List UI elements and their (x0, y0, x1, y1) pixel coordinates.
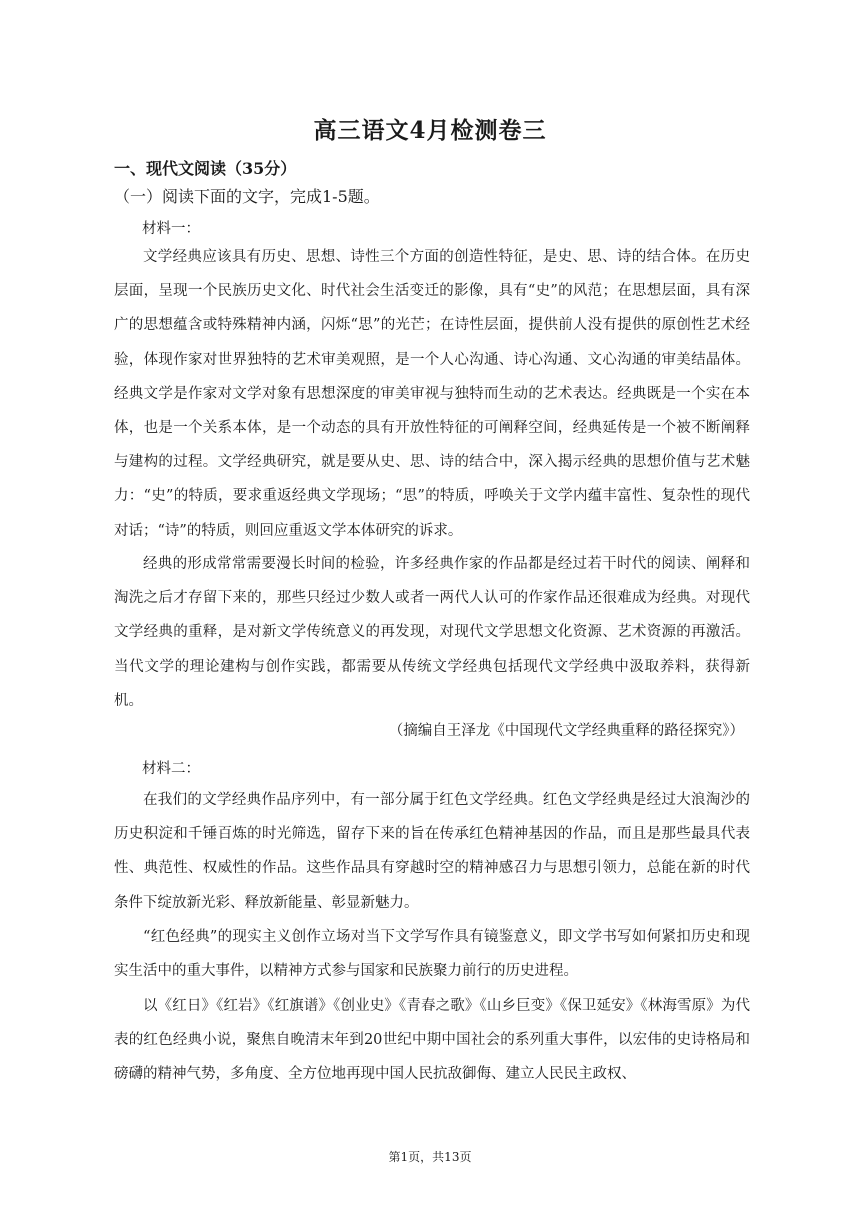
document-title: 高三语文4月检测卷三 (313, 117, 547, 144)
material-one-label: 材料一： (142, 221, 200, 237)
material-one-paragraph: 文学经典应该具有历史、思想、诗性三个方面的创造性特征，是史、思、诗的结合体。在历史层面，呈现一个民族历史文化、时代社会生活变迁的影像，具有“史”的风范；在思想层面，具有深广的思想蕴含或特殊精神内涵，闪烁“思”的光芒；在诗性层面，提供前人没有提供的原创性艺术经验，体现作家对世界独特的艺术审美观照，是一个人心沟通、诗心沟通、文心沟通的审美结晶体。经典文学是作家对文学对象有思想深度的审美审视与独特而生动的艺术表达。经典既是一个实在本体，也是一个关系本体，是一个动态的具有开放性特征的可阐释空间，经典延传是一个被不断阐释与建构的过程。文学经典研究，就是要从史、思、诗的结合中，深入揭示经典的思想价值与艺术魅力：“史”的特质，要求重返经典文学现场；“思”的特质，呼唤关于文学内蕴丰富性、复杂性的现代对话；“诗”的特质，则回应重返文学本体研究的诉求。 (114, 249, 750, 539)
material-two-paragraph: “红色经典”的现实主义创作立场对当下文学写作具有镜鉴意义，即文学书写如何紧扣历史和现实生活中的重大事件，以精神方式参与国家和民族聚力前行的历史进程。 (114, 929, 750, 980)
material-two-paragraph: 以《红日》《红岩》《红旗谱》《创业史》《青春之歌》《山乡巨变》《保卫延安》《林海雪原》为代表的红色经典小说，聚焦自晚清末年到20世纪中期中国社会的系列重大事件，以宏伟的史诗格局和磅礴的精神气势，多角度、全方位地再现中国人民抗敌御侮、建立人民民主政权、 (114, 998, 750, 1083)
material-two-label: 材料二： (142, 761, 200, 777)
section-heading: 一、现代文阅读（35分） (114, 159, 297, 178)
source-citation: （摘编自王泽龙《中国现代文学经典重释的路径探究》） (388, 723, 744, 739)
material-two-paragraph: 在我们的文学经典作品序列中，有一部分属于红色文学经典。红色文学经典是经过大浪淘沙的历史积淀和千锤百炼的时光筛选，留存下来的旨在传承红色精神基因的作品，而且是那些最具代表性、典范性、权威性的作品。这些作品具有穿越时空的精神感召力与思想引领力，总能在新的时代条件下绽放新光彩、释放新能量、彰显新魅力。 (114, 792, 750, 911)
subsection-heading: （一）阅读下面的文字，完成1-5题。 (114, 187, 380, 206)
page-footer: 第1页，共13页 (388, 1150, 472, 1164)
material-one-paragraph: 经典的形成常常需要漫长时间的检验，许多经典作家的作品都是经过若干时代的阅读、阐释和淘洗之后才存留下来的，那些只经过少数人或者一两代人认可的作家作品还很难成为经典。对现代文学经典的重释，是对新文学传统意义的再发现，对现代文学思想文化资源、艺术资源的再激活。当代文学的理论建构与创作实践，都需要从传统文学经典包括现代文学经典中汲取养料，获得新机。 (114, 556, 750, 709)
